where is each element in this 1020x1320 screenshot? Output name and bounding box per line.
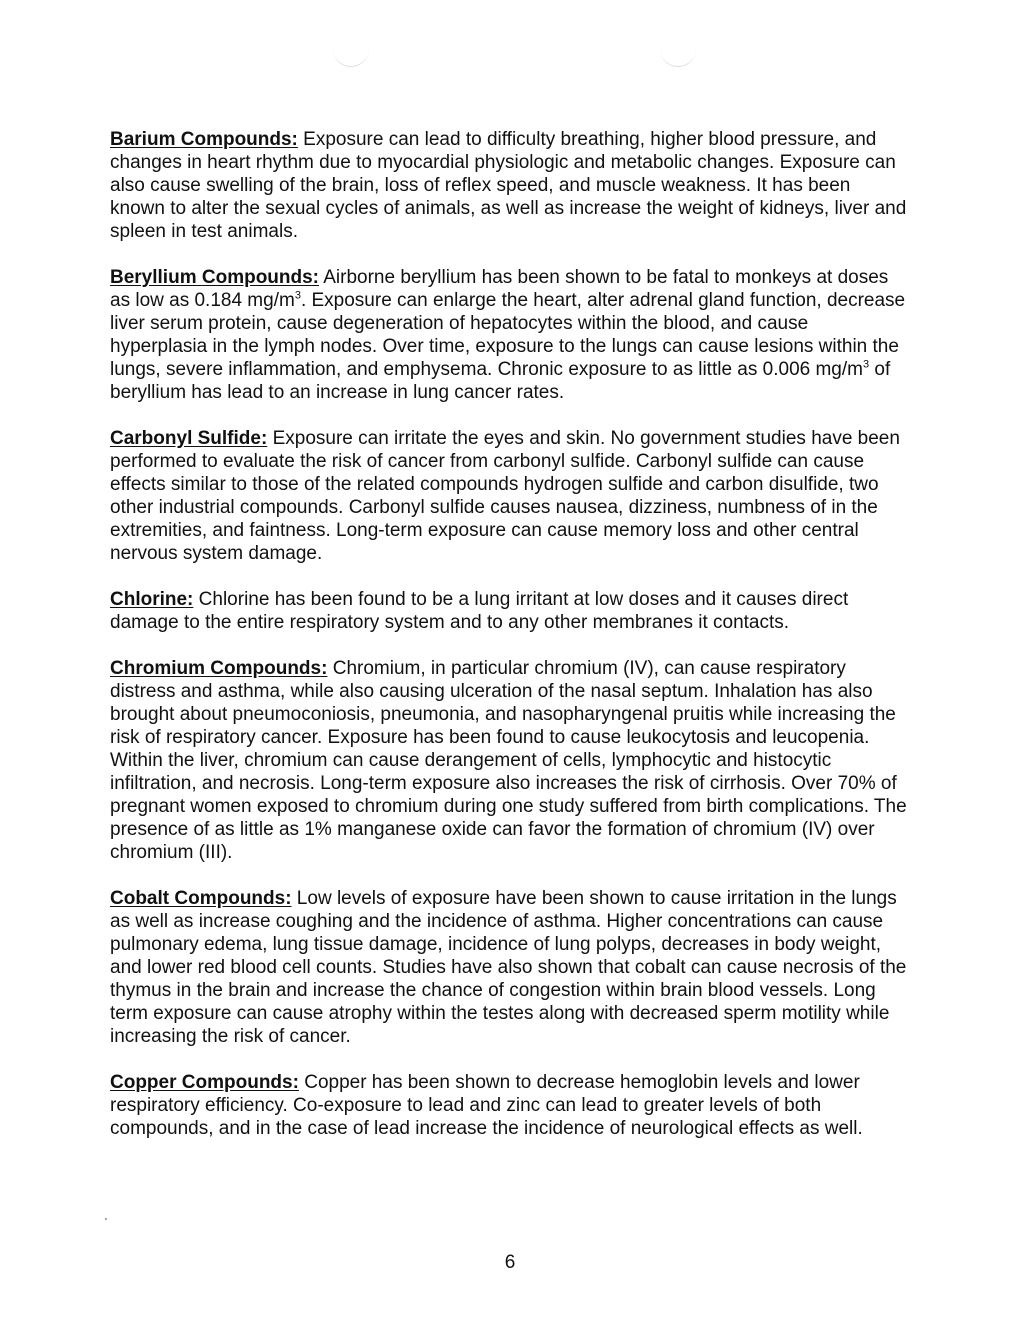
superscript: 3	[294, 289, 301, 302]
superscript: 3	[862, 358, 870, 371]
page-number: 6	[504, 1252, 516, 1273]
entry-text: Chromium, in particular chromium (IV), can cause respiratory distress and asthma, while also causing ulceration of the nasal septum. Inhalation has also brought about pneumoconiosis, pneumonia, and nasopharyngenal pruitis while increasing the risk of respiratory cancer. Exposure has been found to cause leukocytosis and leucopenia. Within the liver, chromium can cause derangement of cells, lymphocytic and histocytic infiltration, and necrosis. Long-term exposure also increases the risk of cirrhosis. Over 70% of pregnant women exposed to chromium during one study suffered from birth complications. The presence of as little as 1% manganese oxide can favor the formation of chromium (IV) over chromium (III).	[110, 658, 907, 863]
entry-text: Low levels of exposure have been shown to cause irritation in the lungs as well as increase coughing and the incidence of asthma. Higher concentrations can cause pulmonary edema, lung tissue damage, incidence of lung polyps, decreases in body weight, and lower red blood cell counts. Studies have also shown that cobalt can cause necrosis of the thymus in the brain and increase the chance of congestion within brain blood vessels. Long term exposure can cause atrophy within the testes along with decreased sperm motility while increasing the risk of cancer.	[110, 888, 907, 1047]
entry-carbonyl-sulfide	[110, 427, 910, 565]
entry-heading: Chlorine:	[110, 589, 194, 610]
entry-chromium	[110, 657, 910, 864]
entry-text: . Exposure can enlarge the heart, alter adrenal gland function, decrease liver serum protein, cause degeneration of hepatocytes within the blood, and cause hyperplasia in the lymph nodes. Over time, exposure to the lungs can cause lesions within the lungs, severe inflammation, and emphysema. Chronic exposure to as little as 0.006 mg/m	[110, 290, 906, 380]
entry-text: Copper has been shown to decrease hemoglobin levels and lower respiratory efficiency. Co-exposure to lead and zinc can lead to greater levels of both compounds, and in the case of lead increase the incidence of neurological effects as well.	[110, 1072, 863, 1139]
entry-heading: Carbonyl Sulfide:	[110, 428, 268, 449]
entry-copper	[110, 1071, 910, 1140]
entry-cobalt	[110, 887, 910, 1048]
document-body	[110, 128, 910, 1163]
entry-text: Airborne beryllium has been shown to be fatal to monkeys at doses as low as 0.184 mg/m	[110, 267, 889, 311]
punch-hole-mark	[333, 44, 369, 67]
entry-heading: Barium Compounds:	[110, 129, 298, 150]
entry-beryllium	[110, 266, 910, 404]
entry-text: Exposure can irritate the eyes and skin. No government studies have been performed to evaluate the risk of cancer from carbonyl sulfide. Carbonyl sulfide can cause effects similar to those of the related compounds hydrogen sulfide and carbon disulfide, two other industrial compounds. Carbonyl sulfide causes nausea, dizziness, numbness of in the extremities, and faintness. Long-term exposure can cause memory loss and other central nervous system damage.	[110, 428, 900, 564]
entry-chlorine	[110, 588, 910, 634]
scan-speck	[105, 1218, 107, 1220]
entry-barium	[110, 128, 910, 243]
entry-heading: Beryllium Compounds:	[110, 267, 320, 288]
entry-heading: Chromium Compounds:	[110, 658, 328, 679]
punch-hole-mark	[660, 44, 696, 67]
entry-heading: Cobalt Compounds:	[110, 888, 292, 909]
entry-heading: Copper Compounds:	[110, 1072, 299, 1093]
entry-text: Chlorine has been found to be a lung irritant at low doses and it causes direct damage to the entire respiratory system and to any other membranes it contacts.	[110, 589, 849, 633]
entry-text: of beryllium has lead to an increase in lung cancer rates.	[110, 359, 891, 403]
entry-text: Exposure can lead to difficulty breathing, higher blood pressure, and changes in heart rhythm due to myocardial physiologic and metabolic changes. Exposure can also cause swelling of the brain, loss of reflex speed, and muscle weakness. It has been known to alter the sexual cycles of animals, as well as increase the weight of kidneys, liver and spleen in test animals.	[110, 129, 907, 242]
